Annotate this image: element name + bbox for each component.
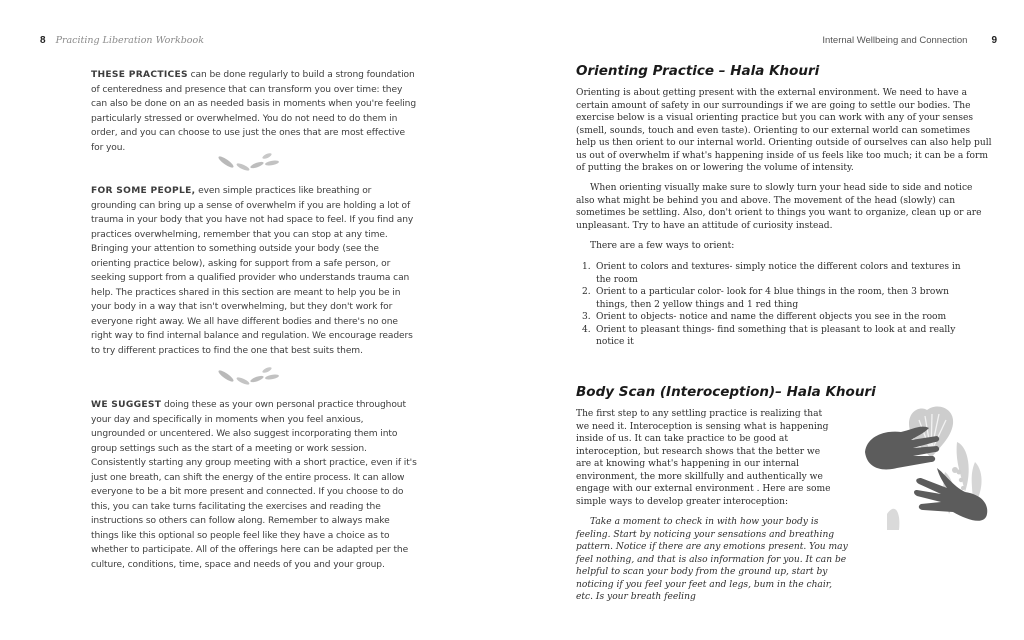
left-page-number: 8 [40,35,46,46]
left-running-title: Praciting Liberation Workbook [55,35,204,46]
body-scan-instructions-paragraph: Take a moment to check in with how your body is feeling. Start by noticing your sensations and breathing pattern. Notice if there are any emotions present. You may feel nothing, and that is also information for you. It can be helpful to scan your body from the ground up, start by noticing if you feel your feet and legs, bum in the chair, etc. Is your breath feeling [576,517,848,602]
paragraph-for-some-people [91,184,417,358]
left-running-header [40,35,204,46]
paragraph-these-practices [91,68,417,155]
list-item: 2. Orient to a particular color- look for 4 blue things in the room, then 3 brown things, then 2 yellow things and 1 red thing [582,287,950,310]
paragraph-text: even simple practices like breathing or grounding can bring up a sense of overwhelm if you are holding a lot of trauma in your body that you have not had space to feel. If you find any practices overwhelming, remember that you can stop at any time. Bringing your attention to something outside your body (see the orienting practice below), asking for support from a safe person, or seeking support from a qualified provider who understands trauma can help. The practices shared in this section are meant to help you be in your body in a way that isn't overwhelming, but they don't work for everyone right away. We all have different bodies and there's no one right way to find internal balance and regulation. We encourage readers to try different practices to find the one that best suits them. [91,186,414,356]
paragraph-text: doing these as your own personal practice throughout your day and specifically in moments when you feel anxious, ungrounded or uncentered. We also suggest incorporating them into group settings such as the start of a meeting or work session. Consistently starting any group meeting with a short practice, even if it's just one breath, can shift the energy of the entire process. It can allow everyone to be a bit more present and connected. If you choose to do this, you can take turns facilitating the exercises and reading the instructions so others can follow along. Remember to always make things like this optional so people feel like they have a choice as to whether to participate. All of the offerings here can be adapted per the culture, conditions, time, space and needs of you and your group. [91,400,417,570]
hands-holding-heart-illustration [857,402,997,532]
leaf-icon [210,148,290,176]
orienting-ways-list [576,261,976,349]
list-item: 3. Orient to objects- notice and name the different objects you see in the room [582,312,947,322]
leaf-icon [210,362,290,390]
paragraph-lead: WE SUGGEST [91,400,162,410]
paragraph-text: can be done regularly to build a strong foundation of centeredness and presence that can transform you over time: they can also be done on an as needed basis in moments when you're feeling particularly stressed or overwhelmed. You do not need to do them in order, and you can choose to use just the ones that are most effective for you. [91,70,417,153]
right-running-title: Internal Wellbeing and Connection [822,35,968,46]
paragraph-lead: THESE PRACTICES [91,70,188,80]
list-item: 1. Orient to colors and textures- simply notice the different colors and textures in the room [582,262,961,285]
body-scan-intro-paragraph: The first step to any settling practice is realizing that we need it. Interoception is sensing what is happening inside of us. It can take practice to be good at interoception, but research shows that the better we are at knowing what's happening in our internal environment, the more skillfully and authentically we engage with our external environment . Here are some simple ways to develop greater interoception: [576,409,831,507]
right-running-header [822,35,997,46]
orienting-intro-paragraph: Orienting is about getting present with the external environment. We need to have a certain amount of safety in our surroundings if we are going to settle our bodies. The exercise below is a visual orienting practice but you can work with any of your senses (smell, sounds, touch and even taste). Orienting to our external world can sometimes help us then orient to our internal world. Orienting outside of ourselves can also help pull us out of overwhelm if what's happening inside of us feels like too much; it can be a form of putting the brakes on or lowering the volume of intensity. [576,88,992,173]
paragraph-we-suggest [91,398,417,572]
list-item: 4. Orient to pleasant things- find something that is pleasant to look at and really notice it [582,324,956,347]
orienting-ways-paragraph: There are a few ways to orient: [590,241,735,251]
right-page [512,0,1024,640]
orienting-practice-heading: Orienting Practice – Hala Khouri [576,63,820,79]
orienting-visual-paragraph: When orienting visually make sure to slowly turn your head side to side and notice also what might be behind you and above. The movement of the head (slowly) can sometimes be settling. Also, don't orient to things you want to organize, clean up or are unpleasant. Try to have an attitude of curiosity instead. [576,183,982,231]
right-page-number: 9 [991,35,997,46]
paragraph-lead: FOR SOME PEOPLE, [91,186,196,196]
body-scan-heading: Body Scan (Interoception)– Hala Khouri [576,384,876,400]
